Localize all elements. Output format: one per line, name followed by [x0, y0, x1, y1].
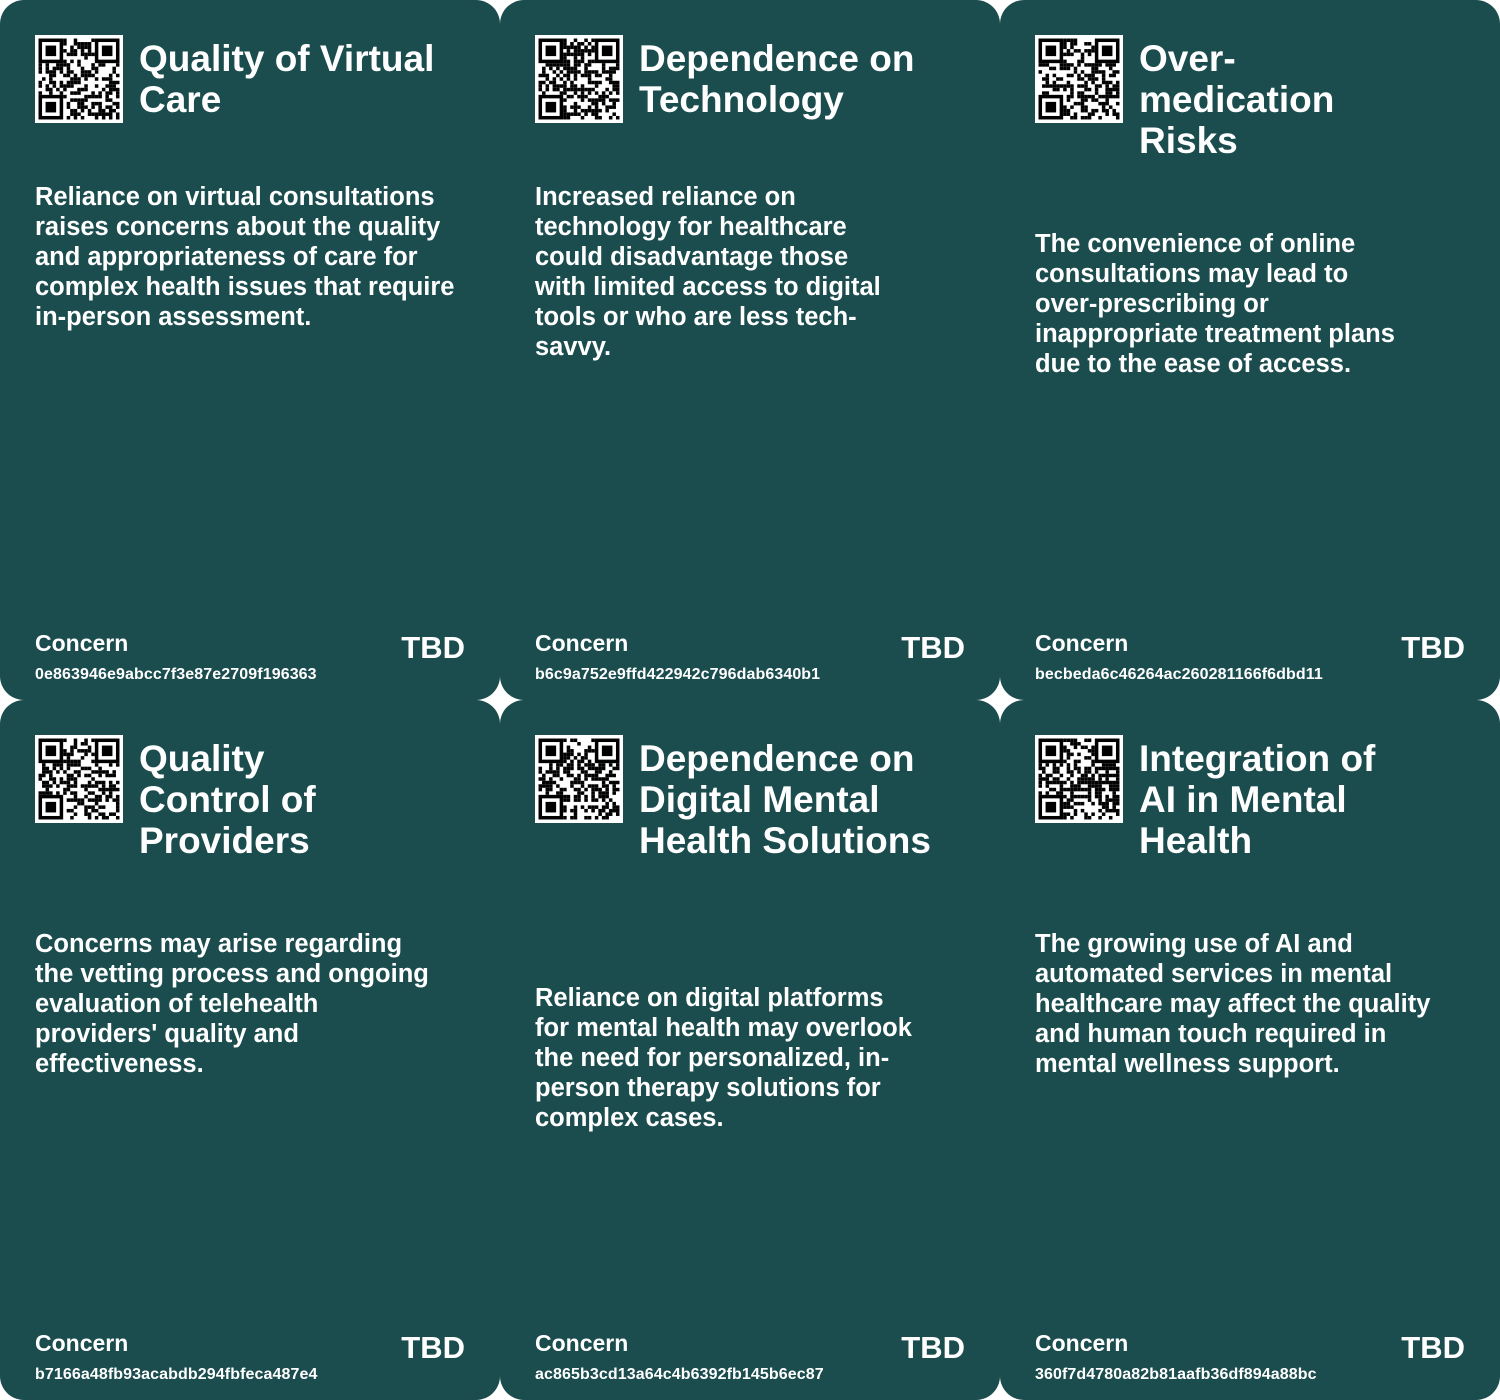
qr-code-icon	[35, 735, 123, 823]
qr-code-icon	[1035, 735, 1123, 823]
card-title: Dependence on Technology	[639, 38, 915, 120]
card-description: Increased reliance on technology for healthcare could disadvantage those with limited access to digital tools or who are less tech-savvy.	[535, 183, 881, 361]
card-id: b7166a48fb93acabdb294fbfeca487e4	[35, 1366, 318, 1383]
card-type-label: Concern	[1035, 1330, 1129, 1356]
card-type-label: Concern	[535, 1330, 629, 1356]
card-title: Quality Control of Providers	[139, 738, 316, 861]
card-status: TBD	[401, 630, 465, 665]
card-type-label: Concern	[35, 1330, 129, 1356]
concern-card[interactable]	[1000, 0, 1500, 700]
card-type-label: Concern	[35, 630, 129, 656]
concern-card[interactable]	[500, 700, 1000, 1400]
card-status: TBD	[901, 630, 965, 665]
card-description: Concerns may arise regarding the vetting process and ongoing evaluation of telehealth providers' quality and effectiveness.	[35, 930, 429, 1078]
card-title: Dependence on Digital Mental Health Solutions	[639, 738, 931, 861]
card-id: 0e863946e9abcc7f3e87e2709f196363	[35, 666, 317, 683]
card-description: The convenience of online consultations may lead to over-prescribing or inappropriate treatment plans due to the ease of access.	[1035, 230, 1395, 378]
card-id: ac865b3cd13a64c4b6392fb145b6ec87	[535, 1366, 824, 1383]
concern-card[interactable]	[0, 0, 500, 700]
qr-code-icon	[35, 35, 123, 123]
card-description: The growing use of AI and automated services in mental healthcare may affect the quality and human touch required in mental wellness support.	[1035, 930, 1431, 1078]
card-title: Integration of AI in Mental Health	[1139, 738, 1376, 861]
card-status: TBD	[401, 1330, 465, 1365]
card-type-label: Concern	[1035, 630, 1129, 656]
concern-card[interactable]	[1000, 700, 1500, 1400]
card-id: 360f7d4780a82b81aafb36df894a88bc	[1035, 1366, 1317, 1383]
card-title: Quality of Virtual Care	[139, 38, 435, 120]
qr-code-icon	[535, 35, 623, 123]
card-description: Reliance on virtual consultations raises concerns about the quality and appropriateness of care for complex health issues that require in-person assessment.	[35, 183, 455, 331]
concern-card[interactable]	[0, 700, 500, 1400]
card-id: b6c9a752e9ffd422942c796dab6340b1	[535, 666, 821, 683]
card-type-label: Concern	[535, 630, 629, 656]
qr-code-icon	[535, 735, 623, 823]
card-status: TBD	[1401, 1330, 1465, 1365]
concern-card[interactable]	[500, 0, 1000, 700]
qr-code-icon	[1035, 35, 1123, 123]
card-title: Over-medication Risks	[1139, 38, 1335, 161]
card-status: TBD	[901, 1330, 965, 1365]
card-status: TBD	[1401, 630, 1465, 665]
card-id: becbeda6c46264ac260281166f6dbd11	[1035, 666, 1323, 683]
card-description: Reliance on digital platforms for mental health may overlook the need for personalized, in-person therapy solutions for complex cases.	[535, 984, 912, 1132]
